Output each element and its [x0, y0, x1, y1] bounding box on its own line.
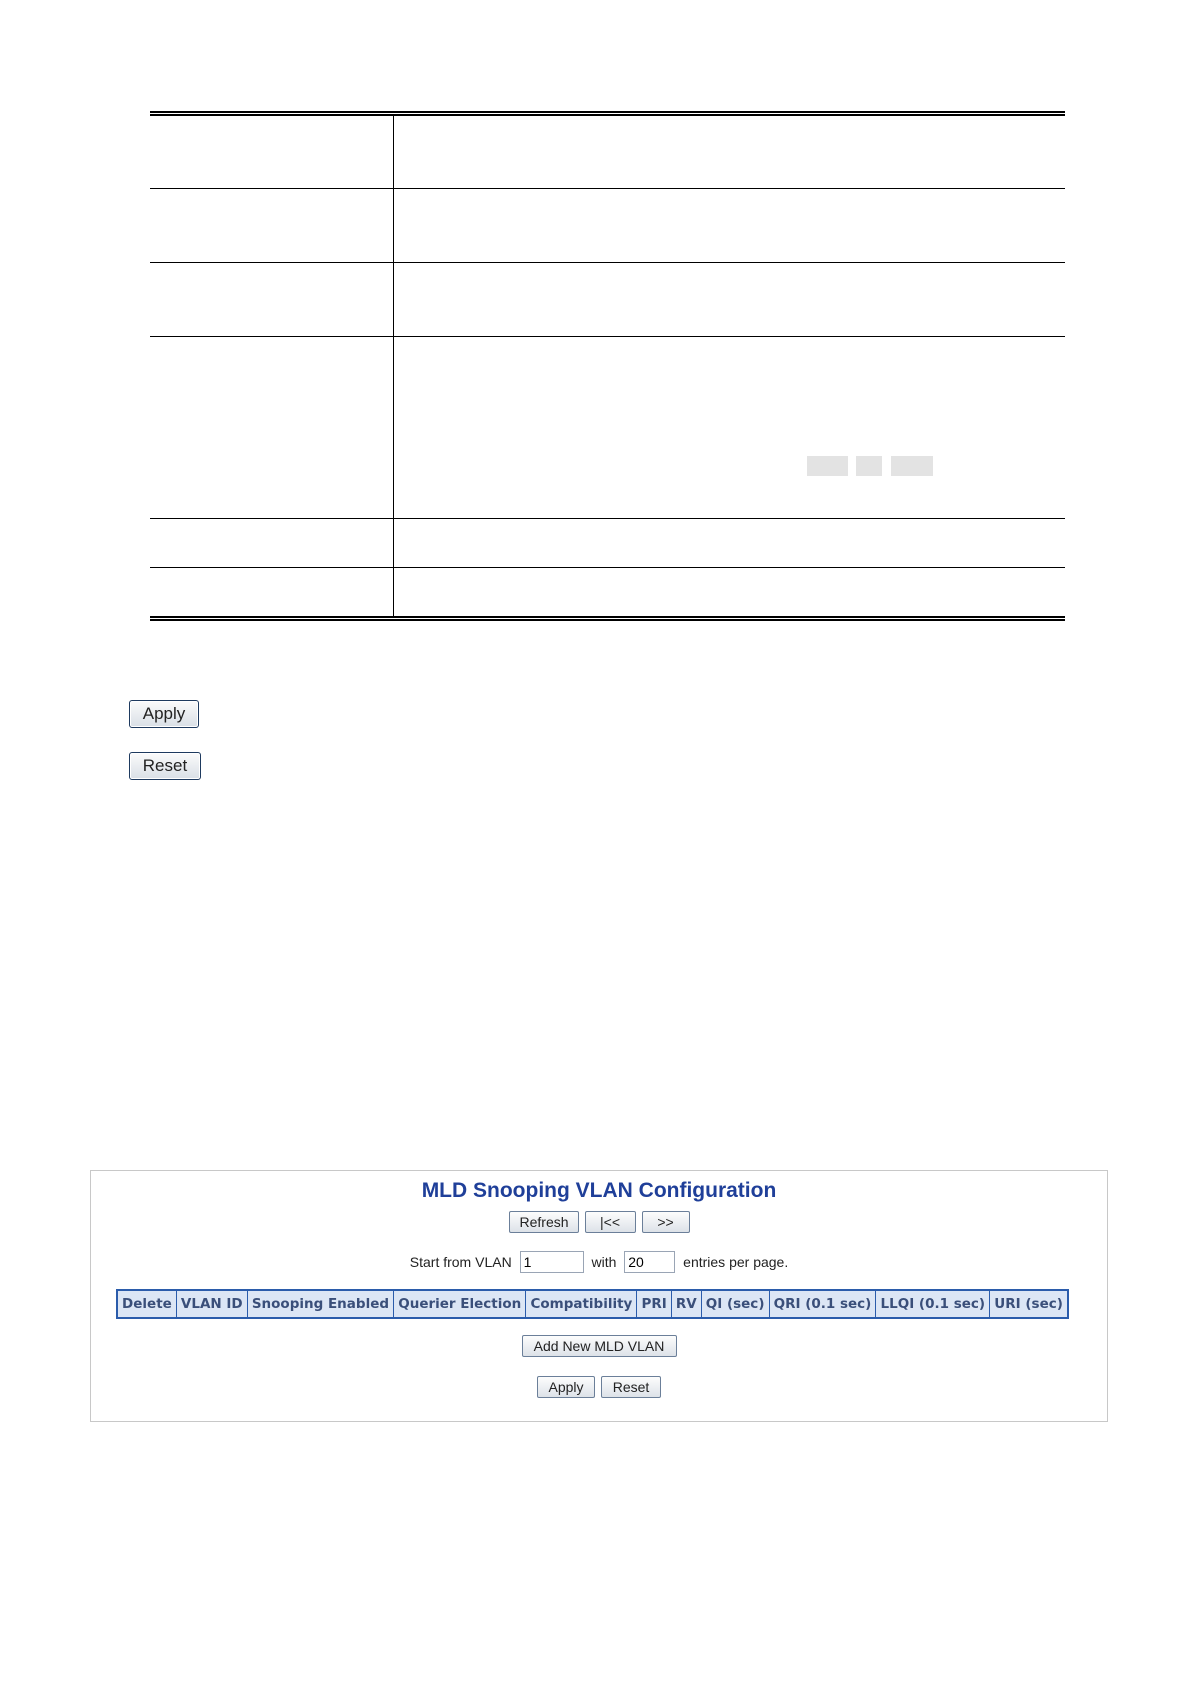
object-cell: [150, 114, 394, 189]
table-row: [150, 337, 1065, 519]
object-cell: [150, 337, 394, 519]
table-row: [150, 114, 1065, 189]
table-row: [150, 263, 1065, 337]
refresh-button[interactable]: Refresh: [509, 1211, 579, 1233]
vlan-config-table: [116, 1289, 1069, 1319]
object-cell: [150, 519, 394, 568]
description-cell: [394, 189, 1066, 263]
paging-filter: [91, 1251, 1107, 1273]
col-qri: QRI (0.1 sec): [769, 1290, 876, 1318]
description-cell: [394, 114, 1066, 189]
col-vlan-id: VLAN ID: [176, 1290, 247, 1318]
table-row: [150, 189, 1065, 263]
add-new-mld-vlan-button[interactable]: Add New MLD VLAN: [522, 1335, 677, 1357]
navigation-bar: [91, 1211, 1107, 1233]
highlight-chip: [891, 456, 933, 476]
with-label: with: [591, 1254, 617, 1270]
table-header-row: [117, 1290, 1068, 1318]
next-page-button[interactable]: >>: [642, 1211, 690, 1233]
description-cell: [394, 263, 1066, 337]
object-cell: [150, 263, 394, 337]
description-cell: [394, 568, 1066, 619]
entries-per-page-label: entries per page.: [683, 1254, 789, 1270]
col-rv: RV: [671, 1290, 701, 1318]
mld-snooping-vlan-panel: [90, 1170, 1108, 1422]
col-uri: URI (sec): [990, 1290, 1068, 1318]
object-cell: [150, 189, 394, 263]
col-querier-election: Querier Election: [394, 1290, 526, 1318]
table-row: [150, 568, 1065, 619]
panel-apply-button[interactable]: Apply: [537, 1376, 595, 1398]
col-delete: Delete: [117, 1290, 176, 1318]
table-row: [150, 519, 1065, 568]
col-compatibility: Compatibility: [526, 1290, 637, 1318]
object-cell: [150, 568, 394, 619]
page-title: MLD Snooping VLAN Configuration: [421, 1179, 777, 1202]
first-page-button[interactable]: |<<: [585, 1211, 636, 1233]
col-snooping-enabled: Snooping Enabled: [247, 1290, 393, 1318]
entries-per-page-input[interactable]: [624, 1251, 675, 1273]
start-vlan-input[interactable]: [520, 1251, 584, 1273]
col-pri: PRI: [637, 1290, 671, 1318]
highlight-chip: [856, 456, 882, 476]
col-llqi: LLQI (0.1 sec): [876, 1290, 990, 1318]
add-row: [91, 1335, 1107, 1357]
description-cell: [394, 519, 1066, 568]
panel-reset-button[interactable]: Reset: [601, 1376, 661, 1398]
parameter-table: [150, 111, 1065, 621]
col-qi: QI (sec): [701, 1290, 769, 1318]
reset-button[interactable]: Reset: [129, 752, 201, 780]
start-from-label: Start from VLAN: [409, 1254, 512, 1270]
description-cell: [394, 337, 1066, 519]
form-actions: [91, 1376, 1107, 1398]
apply-button[interactable]: Apply: [129, 700, 199, 728]
highlight-chip: [807, 456, 848, 476]
